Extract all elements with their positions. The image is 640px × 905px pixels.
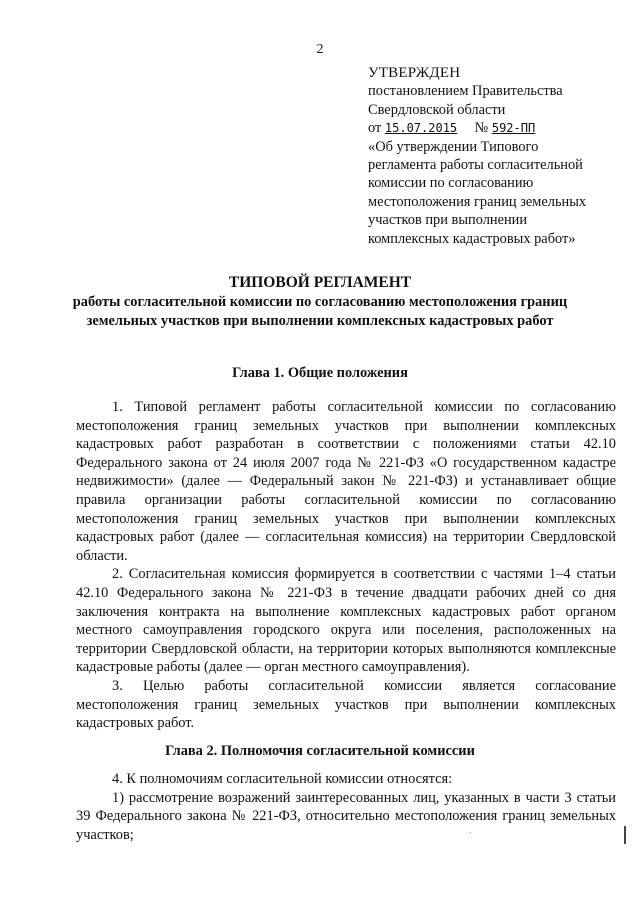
approval-date-line <box>368 119 618 137</box>
approval-line-9: комплексных кадастровых работ» <box>368 230 576 247</box>
document-subtitle: работы согласительной комиссии по согласованию местоположения границ земельных участков при выполнении комплексных кадастровых работ <box>72 294 568 329</box>
date-prefix: от <box>368 120 382 137</box>
approval-line-4: «Об утверждении Типового <box>368 138 539 155</box>
paragraph-3: 3. Целью работы согласительной комиссии является согласование местоположения границ земельных участков при выполнении комплексных кадастровых работ. <box>76 677 616 732</box>
approval-line-1: постановлением Правительства <box>368 83 563 100</box>
approval-date: 15.07.2015 <box>384 121 458 136</box>
approval-title: УТВЕРЖДЕН <box>368 65 461 81</box>
approval-block <box>368 64 618 248</box>
scan-dot <box>470 832 471 833</box>
paragraph-2: 2. Согласительная комиссия формируется в соответствии с частями 1–4 статьи 42.10 Федерального закона № 221-ФЗ в течение двадцати рабочих дней со дня заключения контракта на выполнение комплексных кадастровых работ органом местного самоуправления городского округа или поселения, расположенных на территории Свердловской области, на территории которых выполняются комплексные кадастровые работы (далее — орган местного самоуправления). <box>76 566 616 676</box>
document-title: ТИПОВОЙ РЕГЛАМЕНТ <box>228 274 412 291</box>
chapter-1-body <box>76 398 616 733</box>
approval-line-2: Свердловской области <box>368 101 506 118</box>
paragraph-4-1: 1) рассмотрение возражений заинтересованных лиц, указанных в части 3 статьи 39 Федерального закона № 221-ФЗ, относительно местоположения границ земельных участков; <box>76 789 616 843</box>
chapter-2-body <box>76 770 616 844</box>
approval-number: 592-ПП <box>491 121 536 136</box>
paragraph-4: 4. К полномочиям согласительной комиссии относятся: <box>112 771 453 787</box>
approval-line-8: участков при выполнении <box>368 212 528 229</box>
approval-line-5: регламента работы согласительной <box>368 157 583 174</box>
chapter-2-title: Глава 2. Полномочия согласительной комиссии <box>165 743 475 759</box>
approval-line-6: комиссии по согласованию <box>368 175 534 192</box>
paragraph-1: 1. Типовой регламент работы согласительной комиссии по согласованию местоположения границ земельных участков при выполнении комплексных кадастровых работ разработан в соответствии с положениями статьи 42.10 Федерального закона от 24 июля 2007 года № 221-ФЗ «О государственном кадастре недвижимости» (далее — Федеральный закон № 221-ФЗ) и устанавливает общие правила организации работы согласительной комиссии по согласованию местоположения границ земельных участков при выполнении комплексных кадастровых работ (далее — согласительная комиссия) на территории Свердловской области. <box>76 399 616 564</box>
number-prefix: № <box>474 120 489 137</box>
page-number: 2 <box>316 42 324 57</box>
chapter-1-title: Глава 1. Общие положения <box>232 365 408 381</box>
approval-line-7: местоположения границ земельных <box>368 193 587 210</box>
scan-mark <box>624 826 626 844</box>
